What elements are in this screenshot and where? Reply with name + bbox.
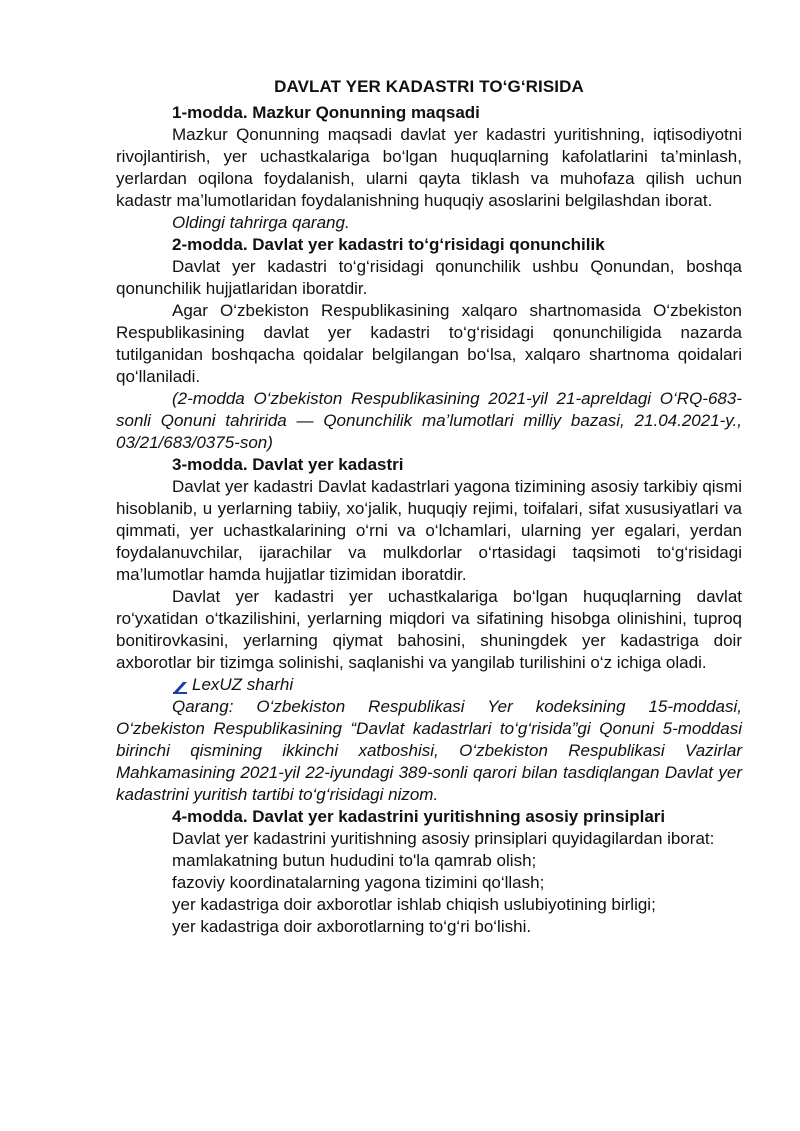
article-3-paragraph-1: Davlat yer kadastri Davlat kadastrlari yagona tizimining asosiy tarkibiy qismi hisoblanib, u yerlarning tabiiy, xo‘jalik, huquqiy rejimi, toifalari, sifat xususiyatlari va qimmati, yer uchastkalarining o‘rni va o‘lchamlari, ularning yer egalari, yerdan foydalanuvchilar, ijarachilar va mulkdorlar o‘rtasidagi taqsimoti to‘g‘risidagi ma’lumotlar hamda hujjatlar tizimidan iboratdir. bbox=[116, 477, 742, 584]
article-3-heading[interactable]: 3-modda. Davlat yer kadastri bbox=[172, 455, 404, 474]
document-title: DAVLAT YER KADASTRI TO‘G‘RISIDA bbox=[274, 77, 584, 96]
article-4-paragraph-1: Davlat yer kadastrini yuritishning asosiy prinsiplari quyidagilardan iborat: bbox=[172, 829, 715, 848]
article-2-heading[interactable]: 2-modda. Davlat yer kadastri to‘g‘risidagi qonunchilik bbox=[172, 235, 605, 254]
list-item: yer kadastriga doir axborotlarning to‘g‘ri bo‘lishi. bbox=[172, 917, 532, 936]
lexuz-pen-icon bbox=[172, 678, 188, 692]
article-1-heading[interactable]: 1-modda. Mazkur Qonunning maqsadi bbox=[172, 103, 480, 122]
document-body bbox=[116, 76, 742, 938]
article-2-paragraph-1: Davlat yer kadastri to‘g‘risidagi qonunchilik ushbu Qonundan, boshqa qonunchilik hujjatlaridan iboratdir. bbox=[116, 257, 742, 298]
article-4-heading[interactable]: 4-modda. Davlat yer kadastrini yuritishning asosiy prinsiplari bbox=[172, 807, 666, 826]
article-2-paragraph-2: Agar O‘zbekiston Respublikasining xalqaro shartnomasida O‘zbekiston Respublikasining davlat yer kadastri to‘g‘risidagi qonunchiligida nazarda tutilganidan boshqacha qoidalar belgilangan bo‘lsa, xalqaro shartnoma qoidalari qo‘llaniladi. bbox=[116, 301, 742, 386]
lexuz-commentary-toggle[interactable] bbox=[116, 674, 742, 696]
lexuz-label: LexUZ sharhi bbox=[192, 675, 294, 694]
list-item: yer kadastriga doir axborotlar ishlab chiqish uslubiyotining birligi; bbox=[172, 895, 656, 914]
previous-edition-link[interactable]: Oldingi tahrirga qarang. bbox=[172, 213, 350, 232]
article-3-paragraph-2: Davlat yer kadastri yer uchastkalariga bo‘lgan huquqlarning davlat ro‘yxatidan o‘tkazilishini, yerlarning miqdori va sifatining hisobga olinishini, tuproq bonitirovkasini, yerlarning qiymat bahosini, shuningdek yer kadastriga doir axborotlar bir tizimga solinishi, saqlanishi va yangilab turilishini o‘z ichiga oladi. bbox=[116, 587, 742, 672]
article-2-amendment-note[interactable]: (2-modda O‘zbekiston Respublikasining 2021-yil 21-apreldagi O‘RQ-683-sonli Qonuni tahririda — Qonunchilik ma’lumotlari milliy bazasi, 21.04.2021-y., 03/21/683/0375-son) bbox=[116, 389, 742, 452]
lexuz-commentary-text: Qarang: O‘zbekiston Respublikasi Yer kodeksining 15-moddasi, O‘zbekiston Respublikasining “Davlat kadastrlari to‘g‘risida”gi Qonuni 5-moddasi birinchi qismining ikkinchi xatboshisi, O‘zbekiston Respublikasi Vazirlar Mahkamasining 2021-yil 22-iyundagi 389-sonli qarori bilan tasdiqlangan Davlat yer kadastrini yuritish tartibi to‘g‘risidagi nizom. bbox=[116, 697, 742, 804]
list-item: fazoviy koordinatalarning yagona tizimini qo‘llash; bbox=[172, 873, 545, 892]
article-1-paragraph-1: Mazkur Qonunning maqsadi davlat yer kadastri yuritishning, iqtisodiyotni rivojlantirish, yer uchastkalariga bo‘lgan huquqlarning kafolatlarini ta’minlash, yerlardan oqilona foydalanish, ularni qayta tiklash va muhofaza qilish uchun kadastr ma’lumotlaridan foydalanishning huquqiy asoslarini belgilashdan iborat. bbox=[116, 125, 742, 210]
list-item: mamlakatning butun hududini to'la qamrab olish; bbox=[172, 851, 537, 870]
